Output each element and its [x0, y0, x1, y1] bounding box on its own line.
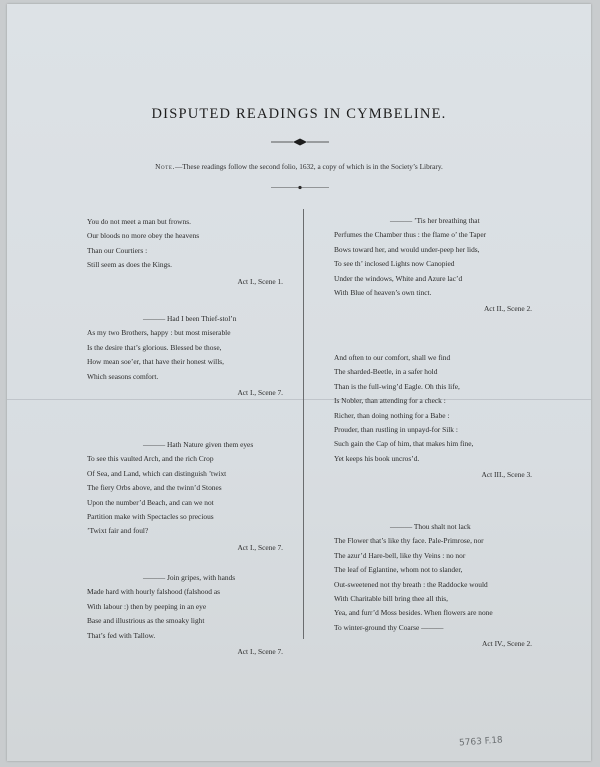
scene-reference: Act I., Scene 7. [237, 388, 283, 398]
verse-line: Of Sea, and Land, which can distinguish ’twixt [87, 468, 227, 478]
scene-reference: Act I., Scene 1. [237, 276, 283, 286]
passage-act1-scene7-c [87, 571, 283, 659]
verse-line: You do not meet a man but frowns. [87, 217, 191, 226]
editorial-note [7, 162, 591, 171]
verse-line: The fiery Orbs above, and the twinn’d Stones [87, 483, 222, 493]
verse-line: Yet keeps his book uncros’d. [334, 453, 420, 463]
passage-act1-scene7-a [87, 312, 283, 400]
scene-reference: Act III., Scene 3. [481, 470, 532, 480]
verse-line: Than is the full-wing’d Eagle. Oh this life, [334, 381, 460, 391]
verse-line: That’s fed with Tallow. [87, 630, 156, 640]
verse-line: The azur’d Hare-bell, like thy Veins : no nor [334, 550, 466, 560]
verse-line: Upon the number’d Beach, and can we not [87, 497, 214, 507]
page-title: DISPUTED READINGS IN CYMBELINE. [151, 106, 447, 122]
verse-line: The sharded-Beetle, in a safer hold [334, 367, 438, 377]
verse-line: Which seasons comfort. [87, 371, 159, 381]
scene-reference: Act I., Scene 7. [237, 542, 283, 552]
scene-reference: Act II., Scene 2. [483, 304, 532, 314]
verse-line: ——— ’Tis her breathing that [390, 216, 480, 225]
verse-line: To see th’ inclosed Lights now Canopied [334, 259, 455, 269]
verse-line: Partition make with Spectacles so precious [87, 512, 214, 522]
verse-line: ——— Thou shalt not lack [390, 522, 471, 531]
verse-line: Under the windows, White and Azure lac’d [334, 273, 463, 283]
column-divider [303, 209, 304, 639]
verse-line: ——— Had I been Thief-stol’n [143, 314, 237, 323]
scene-reference: Act IV., Scene 2. [482, 639, 532, 649]
verse-line: ’Twixt fair and foul? [87, 526, 149, 536]
passage-act1-scene7-b [87, 438, 283, 555]
passage-act4-scene2 [334, 520, 532, 652]
verse-line: Base and illustrious as the smoaky light [87, 616, 205, 626]
verse-line: Prouder, than rustling in unpayd-for Silk : [334, 425, 458, 435]
verse-line: Bows toward her, and would under-peep her lids, [334, 244, 480, 254]
passage-act3-scene3 [334, 351, 532, 483]
verse-line: With labour :) then by peeping in an eye [87, 601, 207, 611]
note-lead: Note. [155, 162, 175, 171]
verse-line: The Flower that’s like thy face. Pale-Primrose, nor [334, 536, 484, 546]
verse-line: Richer, than doing nothing for a Babe : [334, 410, 450, 420]
verse-line: To winter-ground thy Coarse ——— [334, 622, 444, 632]
verse-line: With Blue of heaven’s own tinct. [334, 288, 432, 298]
note-rule [271, 185, 329, 190]
verse-line: Perfumes the Chamber thus : the flame o’ the Taper [334, 230, 487, 240]
verse-line: Made hard with hourly falshood (falshood as [87, 587, 221, 597]
verse-line: Yea, and furr’d Moss besides. When flowers are none [334, 608, 493, 618]
verse-line: Is Nobler, than attending for a check : [334, 396, 446, 406]
verse-line: Such gain the Cap of him, that makes him fine, [334, 439, 474, 449]
catalog-stamp: 5763 F.18 [458, 735, 504, 749]
verse-line: ——— Hath Nature given them eyes [143, 440, 254, 449]
scene-reference: Act I., Scene 7. [237, 647, 283, 657]
verse-line: To see this vaulted Arch, and the rich Crop [87, 454, 214, 464]
title-ornament [271, 138, 329, 146]
passage-act2-scene2 [334, 214, 532, 317]
verse-line: Out-sweetened not thy breath : the Raddocke would [334, 579, 488, 589]
note-text: —These readings follow the second folio, 1632, a copy of which is in the Society’s Library. [174, 162, 443, 171]
document-page [7, 4, 591, 761]
verse-line: With Charitable bill bring thee all this, [334, 594, 449, 604]
verse-line: ——— Join gripes, with hands [143, 573, 236, 582]
verse-line: Is the desire that’s glorious. Blessed be those, [87, 342, 222, 352]
verse-line: The leaf of Eglantine, whom not to slander, [334, 565, 463, 575]
verse-line: Still seem as does the Kings. [87, 260, 172, 270]
verse-line: Than our Courtiers : [87, 245, 148, 255]
verse-line: Our bloods no more obey the heavens [87, 231, 200, 241]
verse-line: How mean soe’er, that have their honest wills, [87, 357, 225, 367]
verse-line: And often to our comfort, shall we find [334, 353, 451, 362]
passage-act1-scene1 [87, 215, 283, 289]
verse-line: As my two Brothers, happy : but most miserable [87, 328, 231, 338]
